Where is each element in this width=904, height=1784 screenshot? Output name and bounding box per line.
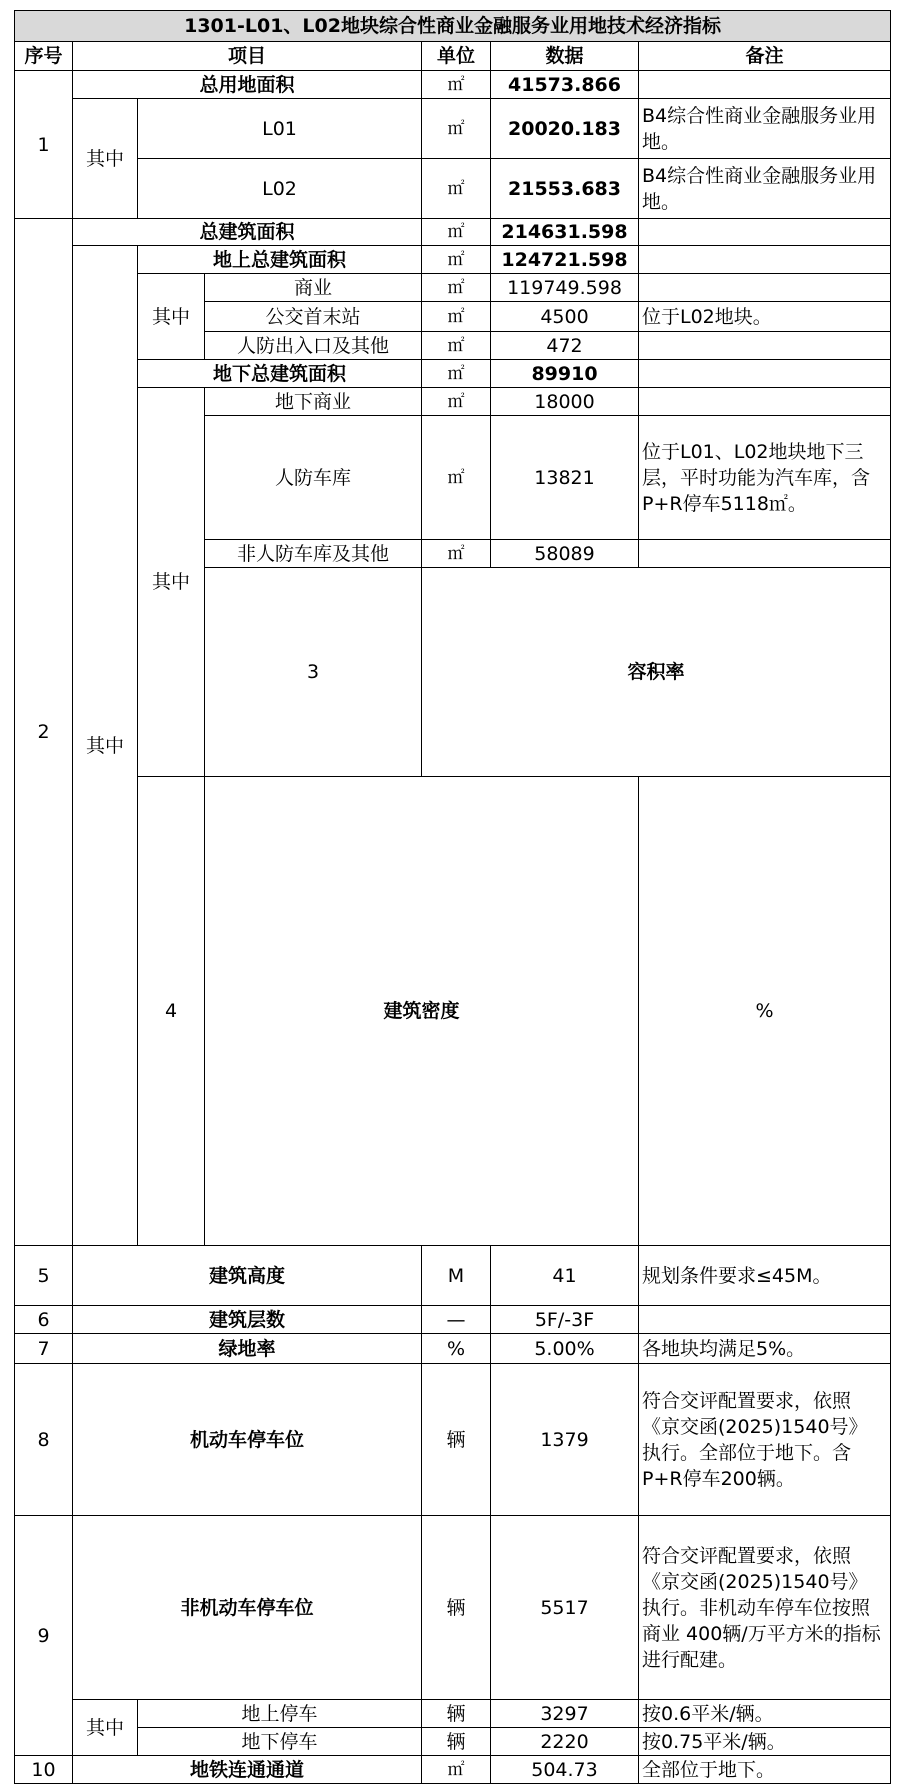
- row-no: 2: [15, 219, 73, 1246]
- row-note: 各地块均满足5%。: [639, 1334, 891, 1364]
- row-note: 全部位于地下。: [639, 1756, 891, 1784]
- row-no: 10: [15, 1756, 73, 1784]
- row-unit: —: [422, 1306, 491, 1334]
- row-value: 472: [491, 332, 639, 360]
- row-item: 地下总建筑面积: [138, 360, 422, 388]
- row-note: [639, 360, 891, 388]
- row-no: 3: [205, 568, 422, 777]
- header-item: 项目: [73, 42, 422, 71]
- header-unit: 单位: [422, 42, 491, 71]
- row-unit: 辆: [422, 1700, 491, 1728]
- row-item: 人防车库: [205, 416, 422, 540]
- row-item: 非机动车停车位: [73, 1516, 422, 1700]
- row-no: 6: [15, 1306, 73, 1334]
- row-note: B4综合性商业金融服务业用地。: [639, 159, 891, 219]
- table-row: [15, 1728, 891, 1756]
- row-unit: 辆: [422, 1516, 491, 1700]
- row-note: 规划条件要求≤45M。: [639, 1246, 891, 1306]
- row-item: 地下停车: [138, 1728, 422, 1756]
- row-item: 建筑密度: [205, 777, 639, 1246]
- row-note: [639, 540, 891, 568]
- row-note: 按0.6平米/辆。: [639, 1700, 891, 1728]
- row-note: 符合交评配置要求，依照《京交函(2025)1540号》执行。全部位于地下。含P+R停车200辆。: [639, 1364, 891, 1516]
- row-value: 5F/-3F: [491, 1306, 639, 1334]
- row-item: 地下商业: [205, 388, 422, 416]
- row-item: 绿地率: [73, 1334, 422, 1364]
- row-note: 符合交评配置要求，依照《京交函(2025)1540号》执行。非机动车停车位按照商业 400辆/万平方米的指标进行配建。: [639, 1516, 891, 1700]
- table-row: [15, 274, 891, 302]
- table-row: [15, 99, 891, 159]
- of-which-label: 其中: [73, 246, 138, 1246]
- row-value: 21553.683: [491, 159, 639, 219]
- row-item: 容积率: [422, 568, 891, 777]
- row-unit: ㎡: [422, 1756, 491, 1784]
- header-note: 备注: [639, 42, 891, 71]
- row-item: 机动车停车位: [73, 1364, 422, 1516]
- row-unit: ㎡: [422, 159, 491, 219]
- indicator-table: [14, 10, 891, 1784]
- row-item: 建筑高度: [73, 1246, 422, 1306]
- header-data: 数据: [491, 42, 639, 71]
- table-row: [15, 1516, 891, 1700]
- row-note: 按0.75平米/辆。: [639, 1728, 891, 1756]
- row-item: 建筑层数: [73, 1306, 422, 1334]
- row-value: 18000: [491, 388, 639, 416]
- table-row: [15, 388, 891, 416]
- row-no: 4: [138, 777, 205, 1246]
- row-note: 位于L01、L02地块地下三层，平时功能为汽车库，含P+R停车5118㎡。: [639, 416, 891, 540]
- row-item: 地上总建筑面积: [138, 246, 422, 274]
- row-no: 9: [15, 1516, 73, 1756]
- row-value: 2220: [491, 1728, 639, 1756]
- row-item: 总用地面积: [73, 71, 422, 99]
- row-note: [639, 1306, 891, 1334]
- row-item: L02: [138, 159, 422, 219]
- row-value: 20020.183: [491, 99, 639, 159]
- row-item: 总建筑面积: [73, 219, 422, 246]
- title-row: [15, 11, 891, 42]
- row-value: 119749.598: [491, 274, 639, 302]
- row-unit: %: [639, 777, 891, 1246]
- row-value: 3297: [491, 1700, 639, 1728]
- of-which-label: 其中: [138, 274, 205, 360]
- table-row: [15, 360, 891, 388]
- of-which-label: 其中: [73, 1700, 138, 1756]
- of-which-label: 其中: [73, 99, 138, 219]
- row-no: 8: [15, 1364, 73, 1516]
- table-row: [15, 1306, 891, 1334]
- row-item: 地上停车: [138, 1700, 422, 1728]
- row-unit: ㎡: [422, 360, 491, 388]
- row-no: 7: [15, 1334, 73, 1364]
- row-unit: ㎡: [422, 302, 491, 332]
- row-value: 41573.866: [491, 71, 639, 99]
- row-value: 58089: [491, 540, 639, 568]
- row-value: 124721.598: [491, 246, 639, 274]
- row-note: [639, 332, 891, 360]
- row-note: [639, 219, 891, 246]
- table-row: [15, 1334, 891, 1364]
- row-note: B4综合性商业金融服务业用地。: [639, 99, 891, 159]
- row-unit: ㎡: [422, 416, 491, 540]
- row-value: 5.00%: [491, 1334, 639, 1364]
- row-value: 214631.598: [491, 219, 639, 246]
- row-unit: ㎡: [422, 332, 491, 360]
- row-value: 89910: [491, 360, 639, 388]
- row-unit: ㎡: [422, 246, 491, 274]
- row-unit: ㎡: [422, 274, 491, 302]
- table-row: [15, 71, 891, 99]
- row-note: [639, 246, 891, 274]
- row-unit: ㎡: [422, 540, 491, 568]
- row-item: L01: [138, 99, 422, 159]
- row-value: 5517: [491, 1516, 639, 1700]
- row-no: 1: [15, 71, 73, 219]
- row-unit: 辆: [422, 1364, 491, 1516]
- row-item: 地铁连通通道: [73, 1756, 422, 1784]
- row-item: 非人防车库及其他: [205, 540, 422, 568]
- table-row: [15, 1756, 891, 1784]
- row-value: 504.73: [491, 1756, 639, 1784]
- table-row: [15, 777, 891, 1246]
- row-unit: 辆: [422, 1728, 491, 1756]
- table-row: [15, 219, 891, 246]
- row-value: 13821: [491, 416, 639, 540]
- row-unit: %: [422, 1334, 491, 1364]
- row-unit: ㎡: [422, 71, 491, 99]
- header-no: 序号: [15, 42, 73, 71]
- row-item: 公交首末站: [205, 302, 422, 332]
- table-row: [15, 1700, 891, 1728]
- table-row: [15, 246, 891, 274]
- row-item: 商业: [205, 274, 422, 302]
- row-note: 位于L02地块。: [639, 302, 891, 332]
- table-row: [15, 1246, 891, 1306]
- row-unit: ㎡: [422, 388, 491, 416]
- row-note: [639, 388, 891, 416]
- header-row: [15, 42, 891, 71]
- row-note: [639, 274, 891, 302]
- row-note: [639, 71, 891, 99]
- row-unit: ㎡: [422, 99, 491, 159]
- row-unit: M: [422, 1246, 491, 1306]
- row-unit: ㎡: [422, 219, 491, 246]
- row-value: 4500: [491, 302, 639, 332]
- table-title: 1301-L01、L02地块综合性商业金融服务业用地技术经济指标: [15, 11, 891, 42]
- row-item: 人防出入口及其他: [205, 332, 422, 360]
- row-no: 5: [15, 1246, 73, 1306]
- table-row: [15, 1364, 891, 1516]
- of-which-label: 其中: [138, 388, 205, 777]
- table-row: [15, 159, 891, 219]
- row-value: 41: [491, 1246, 639, 1306]
- row-value: 1379: [491, 1364, 639, 1516]
